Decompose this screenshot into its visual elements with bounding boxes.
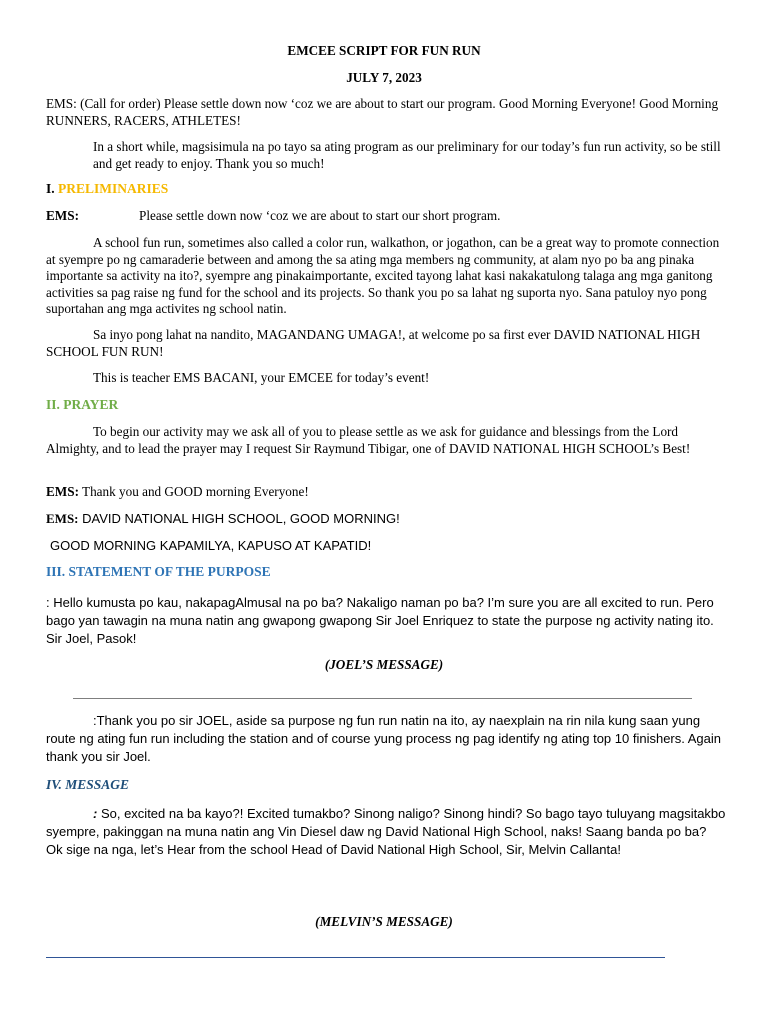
line-thank-you [46,484,726,501]
melvin-message-label: (MELVIN’S MESSAGE) [315,914,453,929]
section-title: PRELIMINARIES [58,181,169,196]
preliminaries-line [46,208,726,225]
line-text: Please settle down now ‘coz we are about to start our short program. [139,208,501,223]
leading-colon: : [93,806,98,821]
line-text: DAVID NATIONAL HIGH SCHOOL, GOOD MORNING! [82,511,400,526]
paragraph-purpose: : Hello kumusta po kau, nakapagAlmusal na po ba? Nakaligo naman po ba? I’m sure you are all excited to run. Pero bago yan tawagin na muna natin ang gwapong gwapong Sir Joel Enriquez to state the purpose ng activity nating ito. Sir Joel, Pasok! [46,595,714,646]
section-heading-purpose: III. STATEMENT OF THE PURPOSE [46,564,271,579]
paragraph-message [46,805,726,859]
speaker-label: EMS: [46,484,79,499]
paragraph-welcome: Sa inyo pong lahat na nandito, MAGANDANG UMAGA!, at welcome po sa first ever DAVID NATIONAL HIGH SCHOOL FUN RUN! [46,327,701,359]
paragraph-fun-run: A school fun run, sometimes also called a color run, walkathon, or jogathon, can be a great way to promote connection at syempre po ng camaraderie between and among the sa ating mga members ng community, at alam nyo po ba ang pinaka importante sa activity na ito?, syempre ang pinakaimportante, excited tayong lahat kasi nakakatulong talaga ang mga ganitong activities sa pag raise ng fund for the school and its projects. So thank you po sa lahat ng suporta nyo. Sana patuloy nyo pong suportahan ang mga activites ng school natin. [46,235,720,317]
section-heading-prayer: II. PRAYER [46,397,119,412]
speaker-label: EMS: [46,208,79,223]
paragraph-thank-joel: :Thank you po sir JOEL, aside sa purpose ng fun run natin na ito, ay naexplain na rin nila kung saan yung route ng ating fun run including the station and of course yung process ng pag identify ng ating top 10 finishers. Again thank you sir Joel. [46,713,722,764]
line-greeting-school [46,511,726,528]
document-title: EMCEE SCRIPT FOR FUN RUN [287,43,481,58]
paragraph-text: So, excited na ba kayo?! Excited tumakbo? Sinong naligo? Sinong hindi? So bago tayo tuluyang magsitakbo syempre, pakinggan na muna natin ang Vin Diesel daw ng David National High School, naks! Saang banda po ba? Ok sige na nga, let’s Hear from the school Head of David National High School, Sir, Melvin Callanta! [46,806,726,857]
paragraph-emcee-intro: This is teacher EMS BACANI, your EMCEE for today’s event! [93,370,430,385]
divider-line [73,698,692,699]
section-heading-message: IV. MESSAGE [46,777,130,792]
section-number: I. [46,181,55,196]
speaker-label: EMS: [46,511,79,526]
intro-paragraph-2: In a short while, magsisimula na po tayo sa ating program as our preliminary for our today’s fun run activity, so be still and get ready to enjoy. Thank you so much! [93,139,721,171]
paragraph-prayer: To begin our activity may we ask all of you to please settle as we ask for guidance and blessings from the Lord Almighty, and to lead the prayer may I request Sir Raymund Tibigar, one of DAVID NATIONAL HIGH SCHOOL’s Best! [46,424,691,456]
line-greeting-kapamilya: GOOD MORNING KAPAMILYA, KAPUSO AT KAPATID! [50,538,372,553]
line-text: Thank you and GOOD morning Everyone! [82,484,309,499]
divider-line [46,957,665,958]
document-date: JULY 7, 2023 [346,70,422,85]
joel-message-label: (JOEL’S MESSAGE) [324,657,444,672]
section-heading-preliminaries [46,181,168,197]
intro-paragraph-1: EMS: (Call for order) Please settle down now ‘coz we are about to start our program. Good Morning Everyone! Good Morning RUNNERS, RACERS, ATHLETES! [46,96,719,128]
